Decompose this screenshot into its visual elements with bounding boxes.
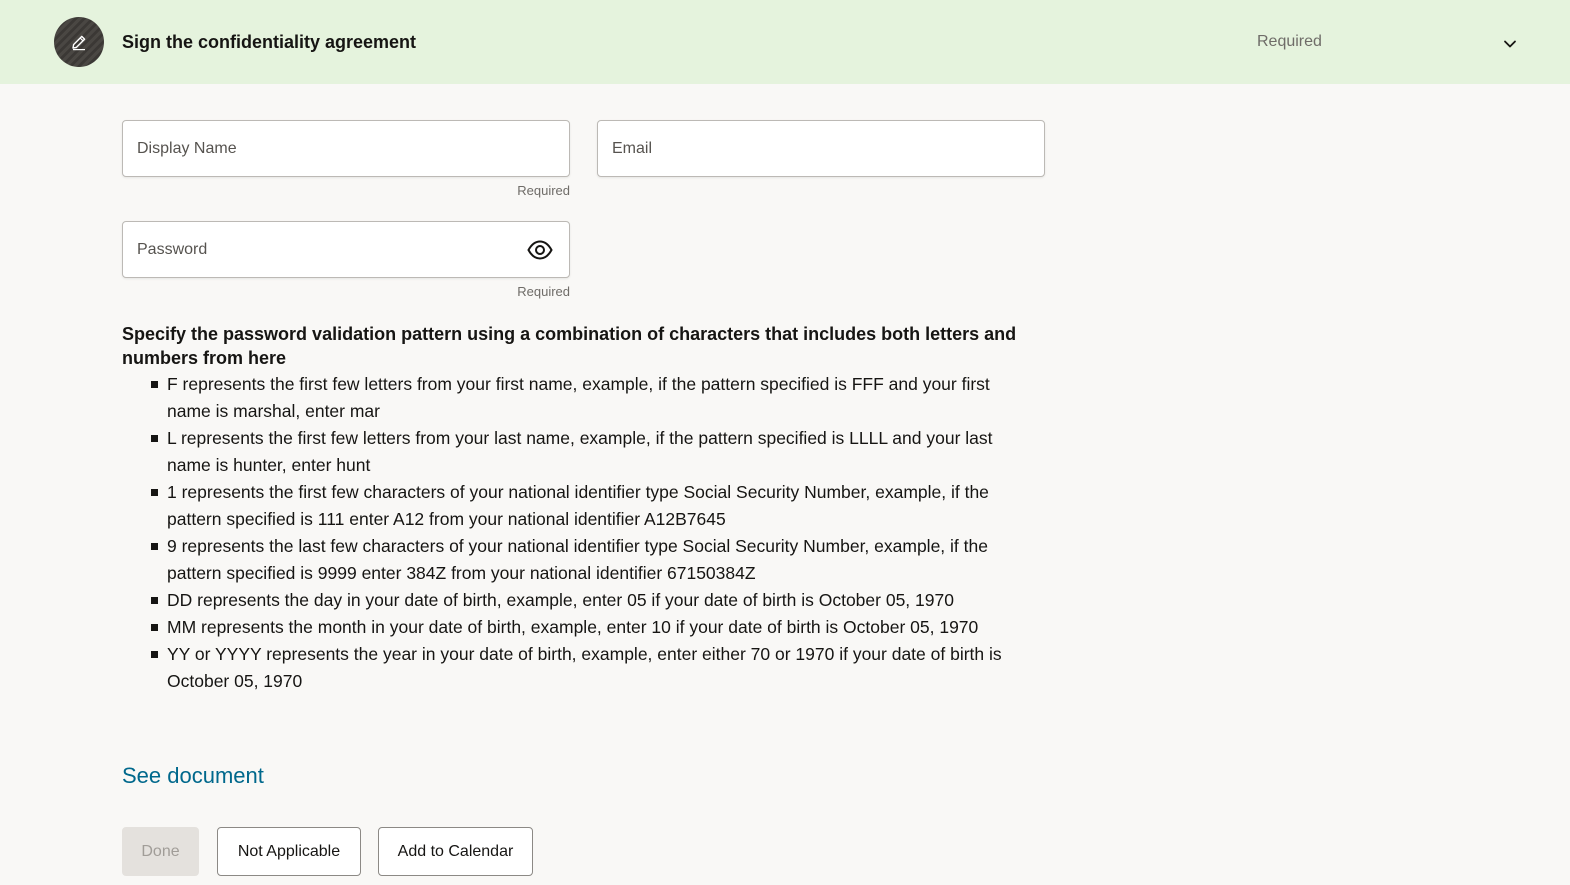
display-name-field[interactable] bbox=[122, 120, 570, 177]
edit-pencil-icon bbox=[54, 17, 104, 67]
rule-birth-month: MM represents the month in your date of birth, example, enter 10 if your date of birth is October 05, 1970 bbox=[122, 614, 1012, 641]
task-title: Sign the confidentiality agreement bbox=[122, 32, 417, 52]
eye-icon[interactable] bbox=[527, 239, 553, 261]
rule-first-name: F represents the first few letters from your first name, example, if the pattern specified is FFF and your first name is marshal, enter mar bbox=[122, 371, 1012, 425]
display-name-input[interactable] bbox=[123, 121, 569, 176]
display-name-required-hint: Required bbox=[517, 183, 570, 198]
rule-national-id-first: 1 represents the first few characters of your national identifier type Social Security Number, example, if the pattern specified is 111 enter A12 from your national identifier A12B7645 bbox=[122, 479, 1012, 533]
rule-birth-day: DD represents the day in your date of birth, example, enter 05 if your date of birth is October 05, 1970 bbox=[122, 587, 1012, 614]
chevron-down-icon[interactable] bbox=[1500, 34, 1520, 54]
rule-birth-year: YY or YYYY represents the year in your date of birth, example, enter either 70 or 1970 if your date of birth is October 05, 1970 bbox=[122, 641, 1012, 695]
password-field[interactable] bbox=[122, 221, 570, 278]
add-to-calendar-button[interactable]: Add to Calendar bbox=[378, 827, 533, 876]
see-document-link[interactable]: See document bbox=[122, 763, 264, 788]
done-button[interactable]: Done bbox=[122, 827, 199, 876]
pencil-glyph bbox=[69, 32, 89, 52]
task-status-label: Required bbox=[1257, 33, 1322, 50]
email-field[interactable] bbox=[597, 120, 1045, 177]
not-applicable-button[interactable]: Not Applicable bbox=[217, 827, 361, 876]
password-input[interactable] bbox=[123, 222, 569, 277]
rule-last-name: L represents the first few letters from your last name, example, if the pattern specified is LLLL and your last name is hunter, enter hunt bbox=[122, 425, 1012, 479]
password-pattern-heading: Specify the password validation pattern using a combination of characters that includes both letters and numbers from here bbox=[122, 324, 1017, 368]
password-pattern-rules bbox=[122, 371, 1012, 695]
task-header[interactable] bbox=[0, 0, 1570, 84]
email-input[interactable] bbox=[598, 121, 1044, 176]
password-required-hint: Required bbox=[517, 284, 570, 299]
rule-national-id-last: 9 represents the last few characters of your national identifier type Social Security Number, example, if the pattern specified is 9999 enter 384Z from your national identifier 67150384Z bbox=[122, 533, 1012, 587]
